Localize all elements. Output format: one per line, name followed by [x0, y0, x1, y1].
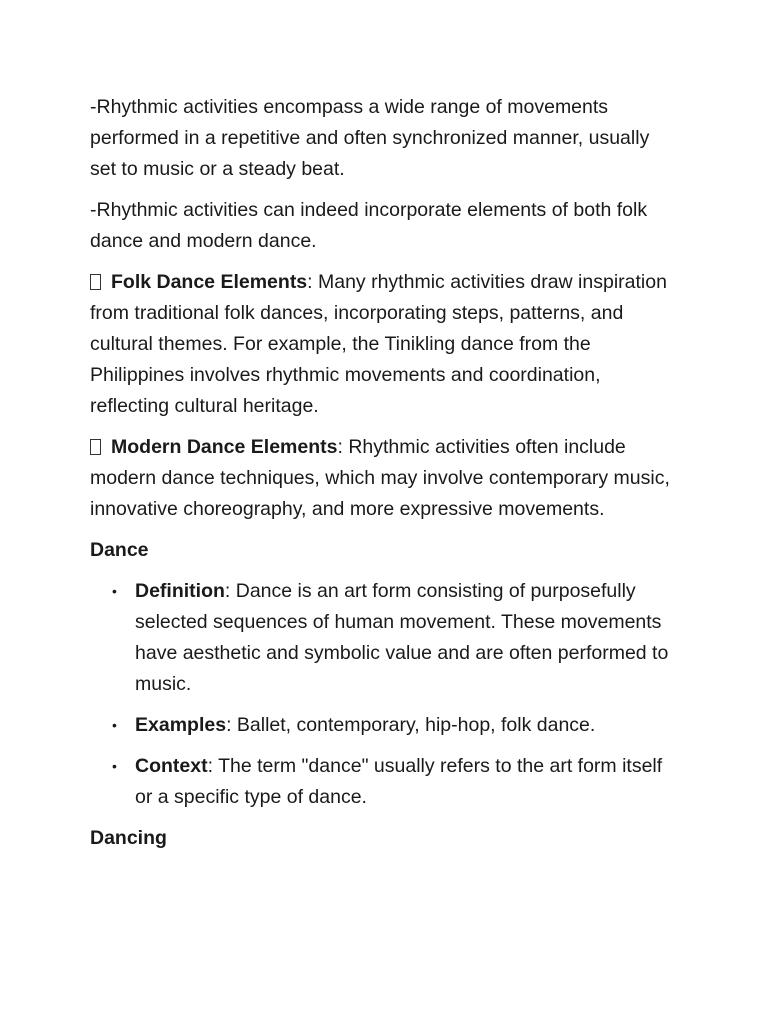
missing-glyph-icon [90, 274, 101, 290]
folk-dance-text: : Many rhythmic activities draw inspiration from traditional folk dances, incorporating steps, patterns, and cultural themes. For example, the Tinikling dance from the Philippines involves rhythmic movements and coordination, reflecting cultural heritage. [90, 271, 667, 417]
bullet-text: : Ballet, contemporary, hip-hop, folk dance. [226, 714, 596, 736]
document-body [90, 92, 680, 864]
missing-glyph-icon [90, 439, 101, 455]
bullet-term: Definition [135, 580, 225, 602]
dance-heading: Dance [90, 539, 149, 561]
dancing-heading: Dancing [90, 827, 167, 849]
bullet-text: : The term "dance" usually refers to the art form itself or a specific type of dance. [135, 755, 663, 808]
list-item [90, 710, 680, 741]
modern-dance-text: : Rhythmic activities often include modern dance techniques, which may involve contemporary music, innovative choreography, and more expressive movements. [90, 436, 670, 520]
bullet-icon: • [112, 583, 117, 599]
bullet-term: Context [135, 755, 208, 777]
modern-dance-title: Modern Dance Elements [111, 436, 338, 458]
intro-paragraph-2: -Rhythmic activities can indeed incorporate elements of both folk dance and modern dance. [90, 199, 648, 252]
bullet-term: Examples [135, 714, 227, 736]
dance-bullet-list [90, 576, 680, 813]
list-item [90, 576, 680, 700]
list-item [90, 751, 680, 813]
bullet-icon: • [112, 758, 117, 774]
intro-paragraph-1: -Rhythmic activities encompass a wide range of movements performed in a repetitive and often synchronized manner, usually set to music or a steady beat. [90, 96, 650, 180]
bullet-text: : Dance is an art form consisting of purposefully selected sequences of human movement. These movements have aesthetic and symbolic value and are often performed to music. [135, 580, 669, 695]
bullet-icon: • [112, 717, 117, 733]
folk-dance-paragraph [90, 267, 680, 422]
folk-dance-title: Folk Dance Elements [111, 271, 308, 293]
modern-dance-paragraph [90, 432, 680, 525]
